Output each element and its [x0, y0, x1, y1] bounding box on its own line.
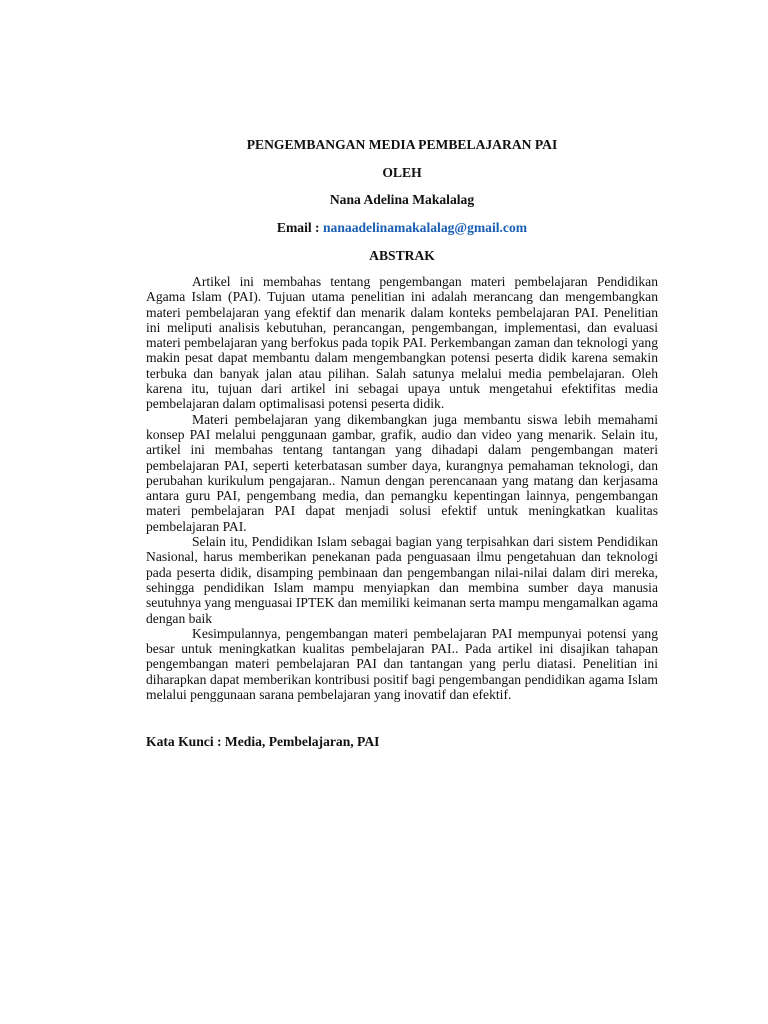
document-page [146, 136, 658, 751]
by-label: OLEH [382, 165, 422, 180]
keywords: Kata Kunci : Media, Pembelajaran, PAI [146, 734, 380, 750]
abstract-paragraph-1: Artikel ini membahas tentang pengembangan materi pembelajaran Pendidikan Agama Islam (PAI). Tujuan utama penelitian ini adalah merancang dan mengembangkan materi pembelajaran yang efektif dan menarik dalam konteks pembelajaran PAI. Penelitian ini meliputi analisis kebutuhan, perancangan, pengembangan, implementasi, dan evaluasi materi pembelajaran yang berfokus pada topik PAI. Perkembangan zaman dan teknologi yang makin pesat dapat membantu dalam mengembangkan potensi peserta didik karena semakin terbuka dan banyak jalan atau pilihan. Salah satunya melalui media pembelajaran. Oleh karena itu, tujuan dari artikel ini sebagai upaya untuk mengetahui efektifitas media pembelajaran dalam optimalisasi potensi peserta didik. [146, 274, 658, 412]
email-line [146, 219, 658, 237]
document-title: PENGEMBANGAN MEDIA PEMBELAJARAN PAI [246, 137, 558, 152]
abstract-paragraph-4: Kesimpulannya, pengembangan materi pembelajaran PAI mempunyai potensi yang besar untuk meningkatkan kualitas pembelajaran PAI.. Pada artikel ini disajikan tahapan pengembangan materi pembelajaran PAI dan tantangan yang perlu diatasi. Penelitian ini diharapkan dapat memberikan kontribusi positif bagi pengembangan pendidikan agama Islam melalui penggunaan sarana pembelajaran yang inovatif dan efektif. [146, 625, 658, 703]
author-name: Nana Adelina Makalalag [329, 192, 475, 207]
email-label: Email : [276, 220, 323, 235]
abstract-heading: ABSTRAK [369, 248, 435, 263]
abstract-paragraph-3: Selain itu, Pendidikan Islam sebagai bagian yang terpisahkan dari sistem Pendidikan Nasional, harus memberikan penekanan pada penguasaan ilmu pengetahuan dan teknologi pada peserta didik, disamping pembinaan dan pengembangan nilai-nilai dalam diri mereka, sehingga pendidikan Islam mampu menyiapkan dan membina sumber daya manusia seutuhnya yang menguasai IPTEK dan memiliki keimanan serta mampu mengamalkan agama dengan baik [146, 534, 658, 626]
email-link[interactable]: nanaadelinamakalalag@gmail.com [322, 220, 528, 235]
abstract-paragraph-2: Materi pembelajaran yang dikembangkan juga membantu siswa lebih memahami konsep PAI melalui penggunaan gambar, grafik, audio dan video yang menarik. Selain itu, artikel ini membahas tentang tantangan yang dihadapi dalam pengembangan materi pembelajaran PAI, seperti keterbatasan sumber daya, kurangnya pemahaman teknologi, dan perubahan kurikulum pengajaran.. Namun dengan perencanaan yang matang dan kerjasama antara guru PAI, pengembang media, dan pemangku kepentingan lainnya, pengembangan materi pembelajaran PAI dapat menjadi solusi efektif untuk meningkatkan kualitas pembelajaran PAI. [146, 411, 658, 534]
